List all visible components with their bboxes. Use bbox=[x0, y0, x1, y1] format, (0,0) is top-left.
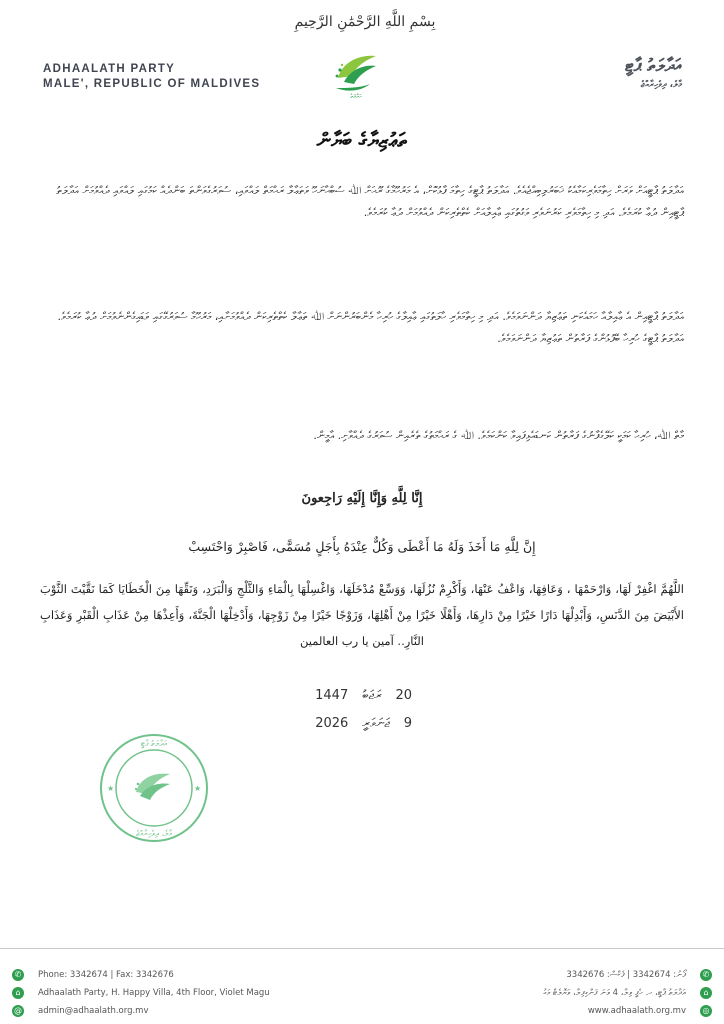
email-icon: @ bbox=[14, 1006, 22, 1015]
stamp-star-left-icon: ★ bbox=[107, 784, 115, 793]
hijri-year: 1447 bbox=[315, 688, 349, 703]
arabic-verse-2: إِنَّ لِلَّهِ مَا أَخَذَ وَلَهُ مَا أَعْطَى وَكُلٌّ عِنْدَهُ بِأَجَلٍ مُسَمًّى، فَاصْبِرْ وَاحْتَسِبْ bbox=[188, 539, 536, 554]
greg-month: ޖަނަވަރީ bbox=[362, 716, 390, 731]
location-icon: ⌂ bbox=[12, 987, 24, 999]
phone-icon-right: ✆ bbox=[700, 969, 712, 981]
hijri-date bbox=[301, 688, 412, 703]
paragraph-3: މާތް ﷲ، ހުރިހާ ކަމަކީ ކަލޭގެފާނުގެ ފަރާތުން ކަނޑައެޅިފައިވާ ކަންކަމެވެ. ﷲ ގެ ރަޙްމަތުގެ ތެރެއިން ސުވަރުގެ ދެއްވާށި. އާމީން. bbox=[313, 429, 684, 442]
party-name-dv-title: އަދާލަތު ޕާޓީ bbox=[625, 56, 682, 76]
footer-address-dv: އަދާލަތު ޕާޓީ، ހ. ހެޕީ ވިލާ، 4 ވަނަ ފަންގިފިލާ، ވަޔޮލެޓް މަގު bbox=[543, 988, 686, 998]
document-title: ތަޢުޒިޔާގެ ބަޔާން bbox=[316, 128, 408, 152]
footer-website[interactable]: www.adhaalath.org.mv bbox=[587, 1006, 686, 1016]
stamp-bottom-text: މާލެ، ދިވެހިރާއްޖެ bbox=[135, 829, 173, 838]
arabic-verse-1: إِنَّا لِلَّهِ وَإِنَّا إِلَيْهِ رَاجِعونَ bbox=[301, 491, 423, 506]
paragraph-1: އަދާލަތު ޕާޓީއަށް ވަރަށް ހިތާމަވެރިކަމާއެކު ޚަބަރުލިބިއްޖެއެވެ. އަދާލަތު ޕާޓީގެ ހިތާމަ ފާޅުކޮށް، އެ މަރުހޫމާގެ ރޫޙަށް ﷲ ސުބްޙާނަހޫ ވަތަޢާލާ ރަޙްމަތް ލައްވައި، ސުވަރުގެވަންތަ ބަންދެއް ކަމުގައި ލައްވައި ދެއްވުމަށް އަދާލަތު ޕާޓީއިން ދުޢާ ކުރަމެވެ. އަދި މި ހިތާމަވެރި ކަރުނަވެރި ވަގުތުގައި ޢާއިލާއަށް ކެތްތެރިކަން ދެއްވުމަށް ދުޢާ ކުރަމެވެ. bbox=[56, 184, 684, 219]
phone-icon: ✆ bbox=[12, 969, 24, 981]
footer-contact-dv bbox=[543, 966, 712, 1020]
greg-day: 9 bbox=[403, 716, 412, 731]
party-stamp bbox=[98, 732, 210, 844]
footer-phone-dv: ފޯނު: 3342674 | ފެކްސް: 3342676 bbox=[566, 970, 686, 980]
hijri-day: 20 bbox=[395, 688, 412, 703]
party-logo bbox=[330, 48, 382, 100]
footer-address: , H. Happy Villa, 4th Floor, Violet Magu bbox=[105, 988, 270, 998]
party-name-dv bbox=[625, 56, 682, 90]
footer-address-name: Adhaalath Party bbox=[38, 988, 106, 998]
stamp-top-text: އަދާލަތު ޕާޓީ bbox=[140, 739, 168, 748]
stamp-star-right-icon: ★ bbox=[194, 784, 202, 793]
paragraph-2: އަދާލަތު ޕާޓީއިން އެ ޢާއިލާއާ ހަމައެކަނި ތަޢުޒިޔާ ދަންނަވަމެވެ. އަދި މި ހިތާމަވެރި ހާލަތުގައި ޢާއިލާގެ ހުރިހާ މެންބަރުންނަށް ﷲ ތަޢާލާ ކެތްތެރިކަން ދެއްވުމަށާއި، މަރުހޫމާ ސުވަރުގޭގައި ވަޑައިގެންނެވުމަށް ދުޢާ ކުރަމެވެ. އަދާލަތު ޕާޓީގެ ހުރިހާ ބޭފުޅުންގެ ފަރާތުން ތަޢުޒިޔާ ދަންނަވަމެވެ. bbox=[57, 310, 684, 345]
arabic-dua: اللَّهُمَّ اغْفِرْ لَهَا، وَارْحَمْهَا ، وَعَافِهَا، وَاعْفُ عَنْهَا، وَأَكْرِمْ نُزُلَهَا، وَوَسِّعْ مُدْخَلَهَا، وَاغْسِلْهَا بِالْمَاءِ وَالثَّلْجِ وَالْبَرَدِ، وَنَقِّهَا مِنَ الْخَطَايَا كَمَا نَقَّيْتَ الثَّوْبَ الأَبْيَضَ مِنَ الدَّنَسِ، وَأَبْدِلْهَا دَارًا خَيْرًا مِنْ دَارِهَا، وَأَهْلًا خَيْرًا مِنْ أَهْلِهَا، وَزَوْجًا خَيْرًا مِنْ زَوْجِهَا، وَأَدْخِلْهَا الْجَنَّةَ، وَأَعِذْهَا مِنْ عَذَابِ الْقَبْرِ وَعَذَابِ النَّارِ.. آمين يا رب العالمين bbox=[40, 582, 684, 648]
party-name-en-line2: MALE', REPUBLIC OF MALDIVES bbox=[43, 78, 261, 90]
logo-text: އަދާލަތު bbox=[350, 94, 362, 100]
party-name-en-line1: ADHAALATH PARTY bbox=[43, 63, 176, 75]
party-name-en bbox=[43, 62, 260, 92]
gregorian-date bbox=[301, 716, 412, 731]
location-icon-right: ⌂ bbox=[700, 987, 712, 999]
footer-divider bbox=[0, 948, 724, 949]
greg-year: 2026 bbox=[315, 716, 349, 731]
hijri-month: ރަޖަބު bbox=[362, 688, 382, 703]
footer-contact-en bbox=[12, 966, 270, 1020]
footer-email[interactable]: admin@adhaalath.org.mv bbox=[38, 1006, 149, 1016]
bismillah: بِسْمِ اللَّهِ الرَّحْمَٰنِ الرَّحِيمِ bbox=[294, 14, 436, 30]
party-location-dv: މާލެ، ދިވެހިރާއްޖެ bbox=[640, 80, 682, 90]
globe-icon: ◎ bbox=[700, 1005, 712, 1017]
footer-phone: Phone: 3342674 | Fax: 3342676 bbox=[38, 970, 174, 980]
